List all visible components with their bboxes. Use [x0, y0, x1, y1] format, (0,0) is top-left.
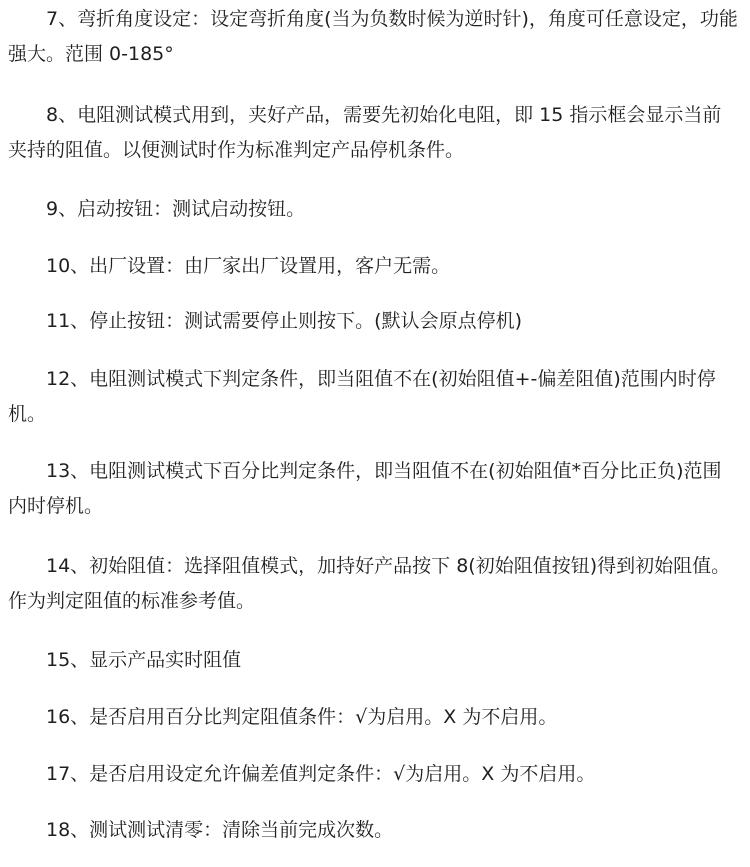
paragraph-11: 11、停止按钮：测试需要停止则按下。(默认会原点停机): [46, 310, 523, 332]
paragraph-8: 8、电阻测试模式用到，夹好产品，需要先初始化电阻，即 15 指示框会显示当前夹持的阻值。以便测试时作为标准判定产品停机条件。: [8, 104, 722, 161]
paragraph-17: 17、是否启用设定允许偏差值判定条件：√为启用。X 为不启用。: [46, 763, 596, 785]
paragraph-9: 9、启动按钮：测试启动按钮。: [46, 198, 306, 220]
paragraph-7: 7、弯折角度设定：设定弯折角度(当为负数时候为逆时针)，角度可任意设定，功能强大。范围 0-185°: [8, 8, 738, 65]
paragraph-18: 18、测试测试清零：清除当前完成次数。: [46, 819, 394, 841]
paragraph-14: 14、初始阻值：选择阻值模式，加持好产品按下 8(初始阻值按钮)得到初始阻值。作为判定阻值的标准参考值。: [8, 555, 731, 612]
paragraph-10: 10、出厂设置：由厂家出厂设置用，客户无需。: [46, 255, 451, 277]
paragraph-13: 13、电阻测试模式下百分比判定条件，即当阻值不在(初始阻值*百分比正负)范围内时停机。: [8, 460, 722, 517]
paragraph-12: 12、电阻测试模式下判定条件，即当阻值不在(初始阻值+-偏差阻值)范围内时停机。: [8, 368, 716, 425]
paragraph-16: 16、是否启用百分比判定阻值条件：√为启用。X 为不启用。: [46, 706, 558, 728]
paragraph-15: 15、显示产品实时阻值: [46, 649, 242, 671]
